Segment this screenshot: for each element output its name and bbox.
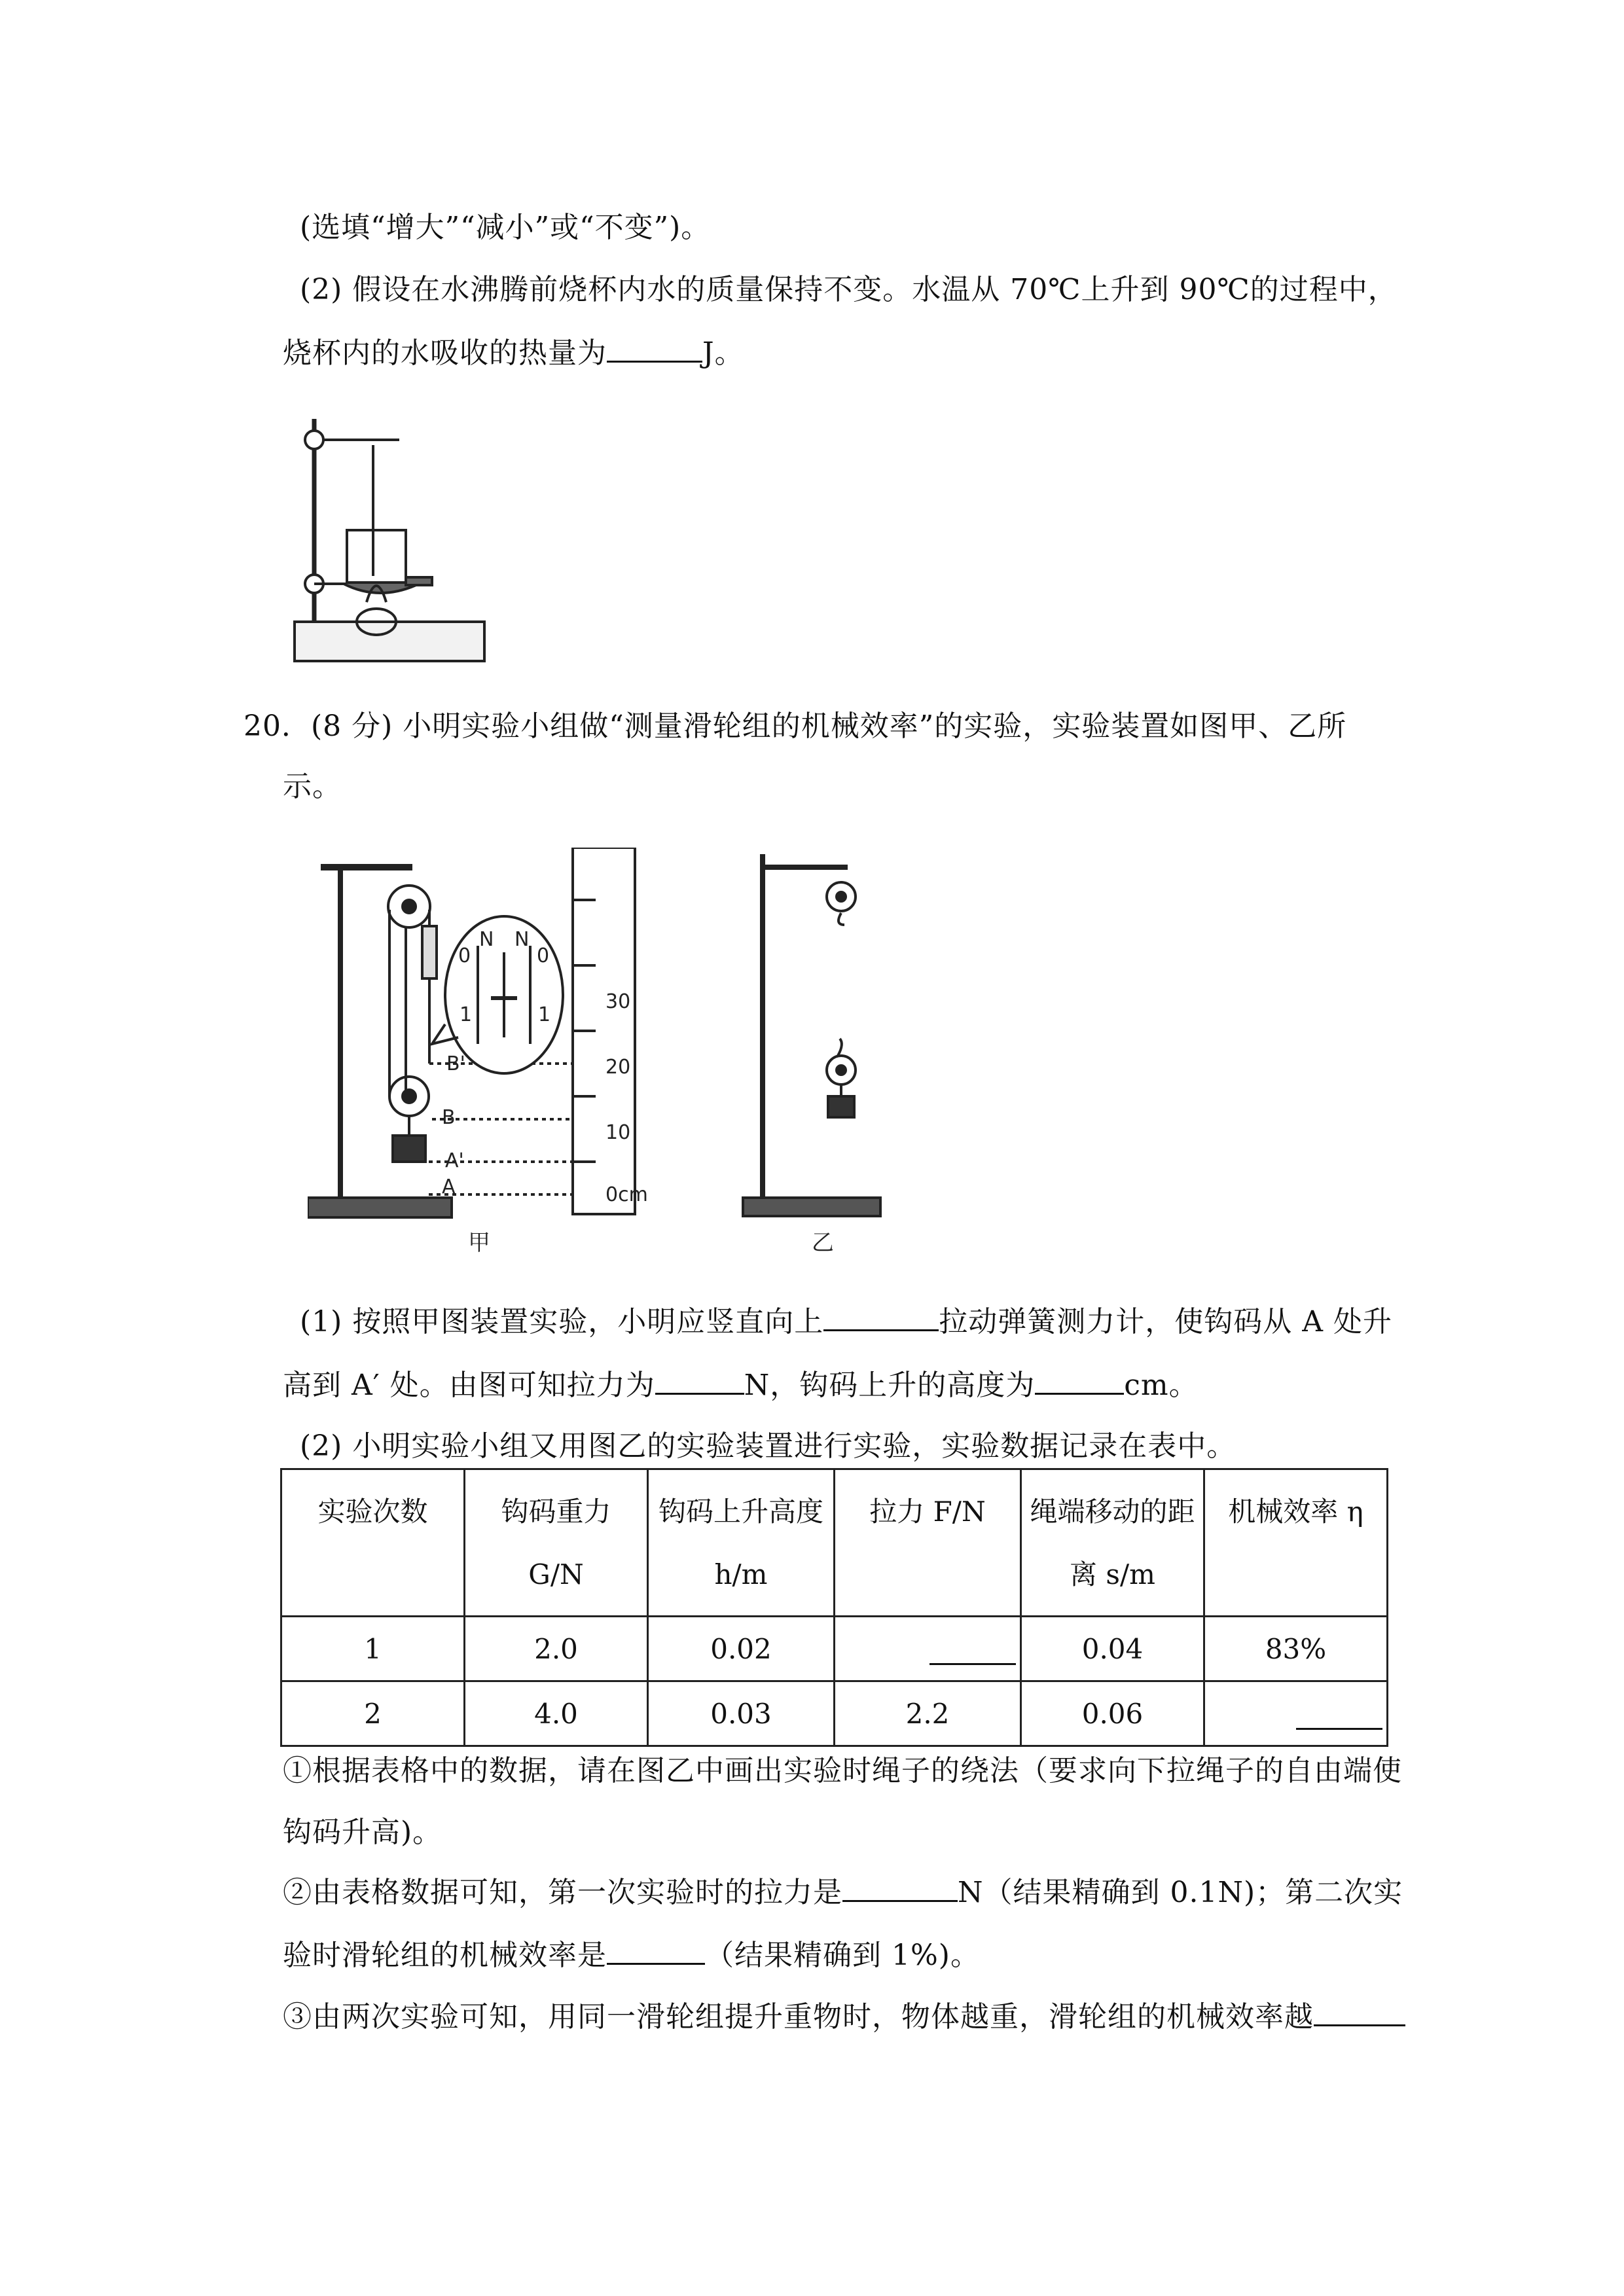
- q20-sub3-line: [283, 1998, 1405, 2037]
- q19-heat-unit: J。: [702, 336, 744, 370]
- q20-sub2-text-d: （结果精确到 1%)。: [705, 1939, 980, 1972]
- q20-sub2-text-b: N（结果精确到 0.1N)；第二次实: [958, 1876, 1403, 1909]
- q19-heat-text: 烧杯内的水吸收的热量为: [283, 336, 607, 370]
- ruler-tick-20: 20: [605, 1056, 631, 1079]
- q20-sub2-text-c: 验时滑轮组的机械效率是: [283, 1939, 607, 1972]
- figure-yi-label: 乙: [812, 1230, 834, 1256]
- q20-sub1-line1: ①根据表格中的数据，请在图乙中画出实验时绳子的绕法（要求向下拉绳子的自由端使: [283, 1754, 1402, 1787]
- q20-heading: 20．(8 分) 小明实验小组做“测量滑轮组的机械效率”的实验，实验装置如图甲、乙所: [244, 709, 1347, 743]
- q20-part1-line1: [300, 1302, 1392, 1342]
- figure-yi-pulley-setup: [730, 848, 893, 1266]
- gauge-label-0a: 0: [458, 944, 471, 967]
- table-cell: 83%: [1204, 1617, 1388, 1681]
- table-cell: 0.03: [648, 1681, 835, 1746]
- q20-sub2-line2: [283, 1936, 980, 1975]
- answer-blank[interactable]: [823, 1303, 939, 1331]
- table-header: 钩码重力 G/N: [465, 1469, 648, 1617]
- gauge-label-n2: N: [514, 928, 530, 951]
- table-cell-blank: [835, 1617, 1021, 1681]
- experiment-data-table: [280, 1468, 1388, 1747]
- table-header: 绳端移动的距 离 s/m: [1021, 1469, 1204, 1617]
- answer-blank[interactable]: [655, 1367, 744, 1395]
- answer-blank[interactable]: [842, 1874, 958, 1902]
- table-cell: 0.06: [1021, 1681, 1204, 1746]
- table-header: 机械效率 η: [1204, 1469, 1388, 1617]
- table-cell: 2.2: [835, 1681, 1021, 1746]
- answer-blank[interactable]: [607, 334, 702, 363]
- table-header: 实验次数: [281, 1469, 465, 1617]
- answer-blank[interactable]: [929, 1634, 1016, 1665]
- ruler-tick-0: 0cm: [605, 1183, 648, 1206]
- ruler-tick-30: 30: [605, 990, 631, 1013]
- table-cell: 2.0: [465, 1617, 648, 1681]
- mark-b: B: [442, 1106, 456, 1129]
- answer-blank[interactable]: [607, 1937, 705, 1965]
- mark-a-prime: A': [445, 1149, 464, 1172]
- q19-part2-line: (2) 假设在水沸腾前烧杯内水的质量保持不变。水温从 70℃上升到 90℃的过程中，: [300, 273, 1398, 306]
- q20-part1-text-a: (1) 按照甲图装置实验，小明应竖直向上: [300, 1305, 824, 1338]
- gauge-label-1a: 1: [460, 1003, 473, 1026]
- table-header-row: [281, 1469, 1388, 1617]
- mark-a: A: [442, 1175, 456, 1198]
- q20-part1-text-e: cm。: [1124, 1369, 1199, 1402]
- q20-sub1-line2: 钩码升高)。: [283, 1816, 442, 1849]
- gauge-label-n1: N: [479, 928, 494, 951]
- q20-sub2-line1: [283, 1873, 1403, 1912]
- q20-heading-cont: 示。: [283, 770, 342, 803]
- table-cell-blank: [1204, 1681, 1388, 1746]
- table-cell: 0.02: [648, 1617, 835, 1681]
- table-row: [281, 1681, 1388, 1746]
- mark-b-prime: B': [446, 1052, 465, 1075]
- table-cell: 0.04: [1021, 1617, 1204, 1681]
- q19-choice-hint: (选填“增大”“减小”或“不变”)。: [300, 211, 711, 244]
- ruler-tick-10: 10: [605, 1121, 631, 1144]
- answer-blank[interactable]: [1314, 1998, 1405, 2026]
- q20-part1-text-b: 拉动弹簧测力计，使钩码从 A 处升: [939, 1305, 1393, 1338]
- heating-apparatus-figure: [288, 406, 504, 674]
- q20-part2-line: (2) 小明实验小组又用图乙的实验装置进行实验，实验数据记录在表中。: [300, 1429, 1236, 1463]
- table-cell: 2: [281, 1681, 465, 1746]
- q20-part1-line2: [283, 1366, 1199, 1405]
- answer-blank[interactable]: [1296, 1699, 1382, 1730]
- table-cell: 4.0: [465, 1681, 648, 1746]
- q20-part1-text-d: N，钩码上升的高度为: [744, 1369, 1036, 1402]
- q19-heat-line: [283, 334, 744, 373]
- gauge-label-1b: 1: [538, 1003, 551, 1026]
- figure-jia-pulley-setup: [308, 848, 687, 1266]
- table-cell: 1: [281, 1617, 465, 1681]
- q20-part1-text-c: 高到 A′ 处。由图可知拉力为: [283, 1369, 655, 1402]
- q20-sub2-text-a: ②由表格数据可知，第一次实验时的拉力是: [283, 1876, 842, 1909]
- gauge-label-0b: 0: [537, 944, 550, 967]
- figure-jia-label: 甲: [468, 1230, 490, 1256]
- answer-blank[interactable]: [1035, 1367, 1124, 1395]
- q20-sub3-text: ③由两次实验可知，用同一滑轮组提升重物时，物体越重，滑轮组的机械效率越: [283, 2000, 1314, 2034]
- table-row: [281, 1617, 1388, 1681]
- table-header: 钩码上升高度 h/m: [648, 1469, 835, 1617]
- table-header: 拉力 F/N: [835, 1469, 1021, 1617]
